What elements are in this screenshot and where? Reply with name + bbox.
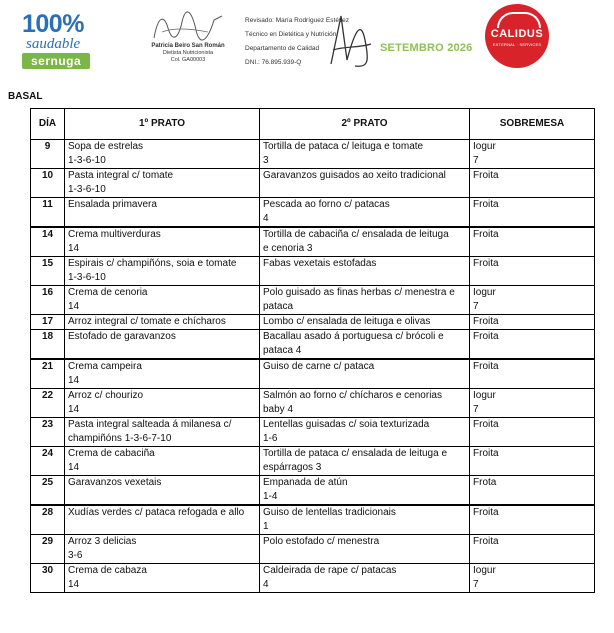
dessert-cell-line: Froita	[473, 258, 499, 269]
dessert-cell-line: Froita	[473, 199, 499, 210]
first-course-cell-line: Crema de cabaza	[68, 565, 147, 576]
day-cell: 23	[31, 418, 65, 447]
first-course-cell-line: Pasta integral c/ tomate	[68, 170, 174, 181]
first-course-cell	[65, 227, 260, 257]
dessert-cell	[470, 447, 595, 476]
first-course-cell-line: champiñóns 1-3-6-7-10	[68, 433, 172, 444]
dessert-cell	[470, 169, 595, 198]
second-course-cell	[260, 227, 470, 257]
day-cell: 21	[31, 359, 65, 389]
dessert-cell	[470, 286, 595, 315]
first-course-cell-line: Ensalada primavera	[68, 199, 157, 210]
first-course-cell	[65, 447, 260, 476]
first-course-cell-line: 14	[68, 301, 80, 312]
first-course-cell-line: 1-3-6-10	[68, 184, 106, 195]
first-course-cell-line: Arroz c/ chourizo	[68, 390, 144, 401]
second-course-cell	[260, 315, 470, 330]
dessert-cell	[470, 315, 595, 330]
first-course-cell-line: Pasta integral salteada á milanesa c/	[68, 419, 232, 430]
day-cell: 16	[31, 286, 65, 315]
header-dessert: SOBREMESA	[470, 109, 595, 140]
first-course-cell-line: Arroz integral c/ tomate e chícharos	[68, 316, 226, 327]
menu-date: SETEMBRO 2026	[380, 42, 473, 54]
dessert-cell	[470, 198, 595, 228]
dessert-cell-line: Froita	[473, 170, 499, 181]
day-cell: 9	[31, 140, 65, 169]
first-course-cell	[65, 198, 260, 228]
second-course-cell-line: Bacallau asado á portuguesa c/ brócoli e	[263, 331, 444, 342]
second-course-cell-line: Tortilla de pataca c/ ensalada de leituga e	[263, 448, 448, 459]
second-course-cell	[260, 257, 470, 286]
first-course-cell-line: 1-3-6-10	[68, 272, 106, 283]
table-row	[31, 476, 595, 506]
day-cell: 14	[31, 227, 65, 257]
dessert-cell	[470, 359, 595, 389]
second-course-cell-line: Garavanzos guisados ao xeito tradicional	[263, 170, 446, 181]
dietitian-stamp	[140, 10, 236, 72]
second-course-cell	[260, 505, 470, 535]
first-course-cell-line: 14	[68, 243, 80, 254]
first-course-cell-line: 14	[68, 404, 80, 415]
table-row	[31, 389, 595, 418]
day-cell: 10	[31, 169, 65, 198]
dessert-cell	[470, 227, 595, 257]
first-course-cell-line: 1-3-6-10	[68, 155, 106, 166]
second-course-cell	[260, 535, 470, 564]
dessert-cell	[470, 330, 595, 360]
page-header	[0, 0, 614, 88]
dessert-cell-line: Iogur	[473, 141, 496, 152]
first-course-cell	[65, 535, 260, 564]
second-course-cell	[260, 476, 470, 506]
first-course-cell	[65, 315, 260, 330]
table-row	[31, 447, 595, 476]
dietitian-signature	[148, 10, 228, 44]
header-first-course: 1º PRATO	[65, 109, 260, 140]
first-course-cell	[65, 286, 260, 315]
second-course-cell-line: Fabas vexetais estofadas	[263, 258, 377, 269]
second-course-cell	[260, 330, 470, 360]
second-course-cell	[260, 286, 470, 315]
dessert-cell-line: Iogur	[473, 390, 496, 401]
second-course-cell-line: Pescada ao forno c/ patacas	[263, 199, 390, 210]
logo-word: saudable	[26, 36, 81, 52]
table-row	[31, 140, 595, 169]
first-course-cell-line: Sopa de estrelas	[68, 141, 144, 152]
second-course-cell-line: Caldeirada de rape c/ patacas	[263, 565, 397, 576]
second-course-cell-line: baby 4	[263, 404, 294, 415]
second-course-cell	[260, 389, 470, 418]
second-course-cell-line: 4	[263, 579, 269, 590]
reviewer-line: DNI.: 76.895.939-Q	[245, 59, 302, 66]
dessert-cell	[470, 476, 595, 506]
first-course-cell	[65, 257, 260, 286]
second-course-cell-line: Tortilla de cabaciña c/ ensalada de leituga	[263, 229, 449, 240]
logo-badge: sernuga	[22, 53, 90, 69]
table-row	[31, 315, 595, 330]
first-course-cell-line: 14	[68, 579, 80, 590]
dessert-cell	[470, 564, 595, 593]
table-row	[31, 169, 595, 198]
day-cell: 28	[31, 505, 65, 535]
dessert-cell-line: 7	[473, 301, 479, 312]
day-cell: 11	[31, 198, 65, 228]
first-course-cell	[65, 169, 260, 198]
dessert-cell	[470, 505, 595, 535]
table-row	[31, 535, 595, 564]
menu-table-body	[31, 140, 595, 593]
second-course-cell-line: Lentellas guisadas c/ soia texturizada	[263, 419, 430, 430]
calidus-logo	[485, 4, 549, 68]
reviewer-line: Departamento de Calidad	[245, 45, 320, 52]
dessert-cell-line: Frota	[473, 477, 497, 488]
first-course-cell-line: Estofado de garavanzos	[68, 331, 176, 342]
second-course-cell	[260, 564, 470, 593]
dessert-cell	[470, 418, 595, 447]
dessert-cell-line: 7	[473, 155, 479, 166]
first-course-cell-line: Crema multiverduras	[68, 229, 161, 240]
table-row	[31, 418, 595, 447]
day-cell: 29	[31, 535, 65, 564]
second-course-cell	[260, 169, 470, 198]
second-course-cell-line: 1	[263, 521, 269, 532]
day-cell: 22	[31, 389, 65, 418]
dessert-cell	[470, 535, 595, 564]
dessert-cell-line: Froita	[473, 419, 499, 430]
dietitian-role: Dietista Nutricionista	[162, 50, 214, 56]
second-course-cell-line: Salmón ao forno c/ chícharos e cenorias	[263, 390, 442, 401]
dessert-cell	[470, 140, 595, 169]
second-course-cell	[260, 418, 470, 447]
section-label: BASAL	[8, 91, 43, 102]
first-course-cell-line: Crema de cenoria	[68, 287, 148, 298]
second-course-cell	[260, 359, 470, 389]
menu-table	[30, 108, 595, 593]
dessert-cell-line: Froita	[473, 316, 499, 327]
dietitian-text	[140, 43, 236, 64]
second-course-cell-line: 1-6	[263, 433, 278, 444]
first-course-cell-line: Crema de cabaciña	[68, 448, 155, 459]
dessert-cell-line: Froita	[473, 536, 499, 547]
calidus-sub: EXTERNAL · SERVICES	[492, 42, 542, 47]
table-row	[31, 359, 595, 389]
dessert-cell	[470, 257, 595, 286]
first-course-cell	[65, 505, 260, 535]
header-second-course: 2º PRATO	[260, 109, 470, 140]
dessert-cell-line: 7	[473, 579, 479, 590]
first-course-cell	[65, 140, 260, 169]
second-course-cell-line: Guiso de carne c/ pataca	[263, 361, 375, 372]
second-course-cell-line: e cenoria 3	[263, 243, 313, 254]
second-course-cell-line: 4	[263, 213, 269, 224]
day-cell: 30	[31, 564, 65, 593]
first-course-cell-line: Espirais c/ champiñóns, soia e tomate	[68, 258, 237, 269]
first-course-cell	[65, 330, 260, 360]
second-course-cell-line: Tortilla de pataca c/ leituga e tomate	[263, 141, 424, 152]
dessert-cell	[470, 389, 595, 418]
second-course-cell-line: Empanada de atún	[263, 477, 348, 488]
calidus-name: CALIDUS	[490, 28, 544, 40]
second-course-cell	[260, 140, 470, 169]
dessert-cell-line: Froita	[473, 507, 499, 518]
reviewer-signature	[325, 10, 375, 72]
first-course-cell-line: 3-6	[68, 550, 83, 561]
dessert-cell-line: Iogur	[473, 287, 496, 298]
dessert-cell-line: Froita	[473, 448, 499, 459]
dessert-cell-line: Iogur	[473, 565, 496, 576]
logo-percent: 100%	[22, 10, 84, 38]
day-cell: 18	[31, 330, 65, 360]
first-course-cell-line: Garavanzos vexetais	[68, 477, 162, 488]
second-course-cell-line: pataca	[263, 301, 294, 312]
dessert-cell-line: 7	[473, 404, 479, 415]
first-course-cell	[65, 418, 260, 447]
table-row	[31, 286, 595, 315]
table-row	[31, 227, 595, 257]
second-course-cell-line: 1-4	[263, 491, 278, 502]
reviewer-line: Revisado: María Rodríguez Estévez	[245, 17, 350, 24]
dessert-cell-line: Froita	[473, 361, 499, 372]
second-course-cell-line: Polo guisado as finas herbas c/ menestra e	[263, 287, 455, 298]
first-course-cell-line: Crema campeira	[68, 361, 142, 372]
first-course-cell-line: Arroz 3 delicias	[68, 536, 137, 547]
first-course-cell	[65, 564, 260, 593]
first-course-cell-line: 14	[68, 462, 80, 473]
first-course-cell	[65, 389, 260, 418]
second-course-cell	[260, 198, 470, 228]
day-cell: 15	[31, 257, 65, 286]
table-row	[31, 505, 595, 535]
first-course-cell	[65, 359, 260, 389]
header-day: DÍA	[31, 109, 65, 140]
table-row	[31, 198, 595, 228]
second-course-cell-line: espárragos 3	[263, 462, 322, 473]
second-course-cell-line: Polo estofado c/ menestra	[263, 536, 380, 547]
first-course-cell-line: Xudías verdes c/ pataca refogada e allo	[68, 507, 245, 518]
second-course-cell-line: 3	[263, 155, 269, 166]
second-course-cell-line: Guiso de lentellas tradicionais	[263, 507, 396, 518]
second-course-cell-line: pataca 4	[263, 345, 302, 356]
dessert-cell-line: Froita	[473, 331, 499, 342]
table-header-row	[31, 109, 595, 140]
table-row	[31, 330, 595, 360]
table-row	[31, 257, 595, 286]
first-course-cell	[65, 476, 260, 506]
calidus-arc-icon	[497, 12, 541, 28]
saudable-logo	[22, 12, 104, 70]
first-course-cell-line: 14	[68, 375, 80, 386]
second-course-cell-line: Lombo c/ ensalada de leituga e olivas	[263, 316, 431, 327]
dessert-cell-line: Froita	[473, 229, 499, 240]
dietitian-col: Col. GA00003	[170, 57, 206, 63]
day-cell: 25	[31, 476, 65, 506]
table-row	[31, 564, 595, 593]
day-cell: 17	[31, 315, 65, 330]
reviewer-line: Técnico en Dietética y Nutrición	[245, 31, 337, 38]
dietitian-name: Patricia Beiro San Román	[151, 43, 225, 49]
second-course-cell	[260, 447, 470, 476]
day-cell: 24	[31, 447, 65, 476]
